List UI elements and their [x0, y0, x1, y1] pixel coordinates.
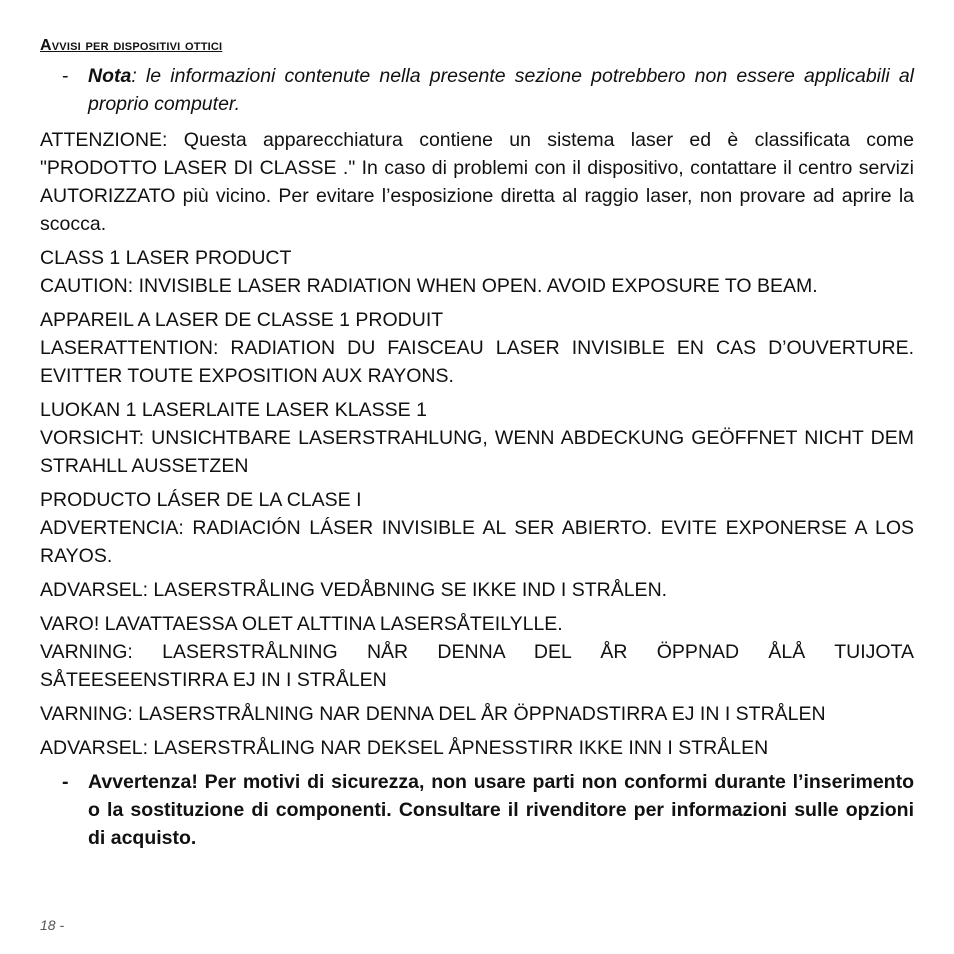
laser-block-title: CLASS 1 LASER PRODUCT: [40, 247, 292, 269]
section-heading: Avvisi per dispositivi ottici: [40, 37, 223, 54]
note-bullet: -: [62, 771, 69, 793]
laser-block-5: [40, 576, 914, 604]
laser-block-3: [40, 396, 914, 480]
laser-block-6: [40, 610, 914, 694]
attention-paragraph: ATTENZIONE: Questa apparecchiatura contiene un sistema laser ed è classificata come "PRODOTTO LASER DI CLASSE ." In caso di problemi con il dispositivo, contattare il centro servizi AUTORIZZATO più vicino. Per evitare l’esposizione diretta al raggio laser, non provare ad aprire la scocca.: [40, 129, 914, 235]
note-bullet: -: [62, 65, 69, 87]
laser-block-text: ADVERTENCIA: RADIACIÓN LÁSER INVISIBLE AL SER ABIERTO. EVITE EXPONERSE A LOS RAYOS.: [40, 517, 914, 567]
laser-block-text: CAUTION: INVISIBLE LASER RADIATION WHEN OPEN. AVOID EXPOSURE TO BEAM.: [40, 275, 818, 297]
page-content: [40, 36, 914, 860]
laser-block-text: LASERATTENTION: RADIATION DU FAISCEAU LASER INVISIBLE EN CAS D’OUVERTURE. EVITTER TOUTE EXPOSITION AUX RAYONS.: [40, 337, 914, 387]
note-top-body: [88, 62, 914, 118]
laser-block-text: VARNING: LASERSTRÅLNING NÅR DENNA DEL ÅR ÖPPNAD ÅLÅ TUIJOTA SÅTEESEENSTIRRA EJ IN I STRÅLEN: [40, 641, 914, 691]
laser-block-1: [40, 244, 914, 300]
note-top: [40, 62, 914, 118]
laser-block-text: VORSICHT: UNSICHTBARE LASERSTRAHLUNG, WENN ABDECKUNG GEÖFFNET NICHT DEM STRAHLL AUSSETZEN: [40, 427, 914, 477]
laser-block-2: [40, 306, 914, 390]
laser-block-title: VARO! LAVATTAESSA OLET ALTTINA LASERSÅTEILYLLE.: [40, 613, 563, 635]
page-number: 18 -: [40, 917, 65, 933]
laser-block-title: LUOKAN 1 LASERLAITE LASER KLASSE 1: [40, 399, 427, 421]
laser-block-4: [40, 486, 914, 570]
laser-block-title: ADVARSEL: LASERSTRÅLING NAR DEKSEL ÅPNESSTIRR IKKE INN I STRÅLEN: [40, 737, 769, 759]
note-text: : le informazioni contenute nella presente sezione potrebbero non essere applicabili al proprio computer.: [88, 65, 914, 115]
laser-block-title: APPAREIL A LASER DE CLASSE 1 PRODUIT: [40, 309, 444, 331]
note-bottom: [40, 768, 914, 852]
laser-block-title: PRODUCTO LÁSER DE LA CLASE I: [40, 489, 362, 511]
laser-block-title: ADVARSEL: LASERSTRÅLING VEDÅBNING SE IKKE IND I STRÅLEN.: [40, 579, 668, 601]
laser-block-title: VARNING: LASERSTRÅLNING NAR DENNA DEL ÅR ÖPPNADSTIRRA EJ IN I STRÅLEN: [40, 703, 826, 725]
note-term: Nota: [88, 65, 132, 87]
laser-block-8: [40, 734, 914, 762]
warning-text: Avvertenza! Per motivi di sicurezza, non usare parti non conformi durante l’inserimento o la sostituzione di componenti. Consultare il rivenditore per informazioni sulle opzioni di acquisto.: [88, 771, 914, 849]
laser-block-7: [40, 700, 914, 728]
